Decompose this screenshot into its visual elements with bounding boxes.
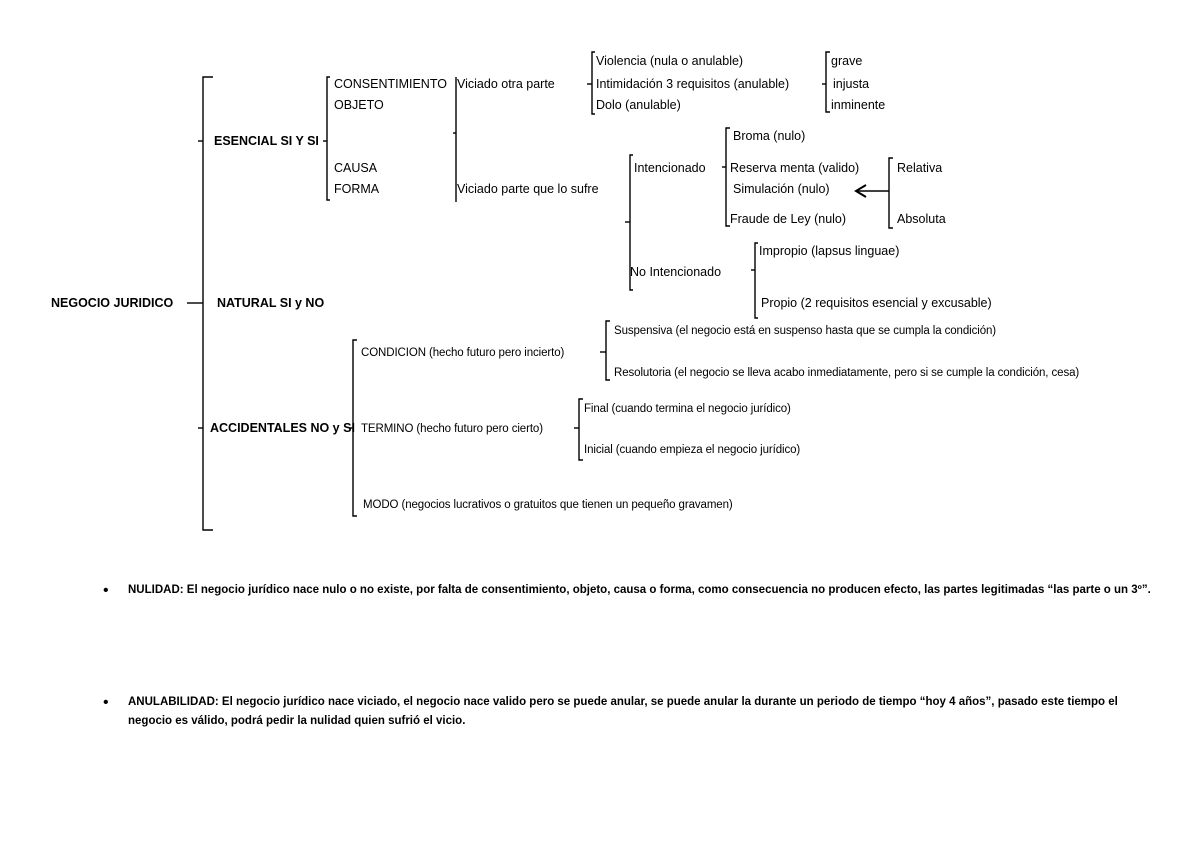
intencionado-fraude: Fraude de Ley (nulo) <box>730 212 847 226</box>
no-intencionado-bracket <box>755 243 758 318</box>
vicio-dolo: Dolo (anulable) <box>596 98 681 112</box>
accidentales-label: ACCIDENTALES NO y SI <box>210 421 355 435</box>
modo-label: MODO (negocios lucrativos o gratuitos que tienen un pequeño gravamen) <box>363 499 733 511</box>
termino-bracket <box>579 399 583 460</box>
requisitos-bracket <box>826 52 830 112</box>
no-intencionado-label: No Intencionado <box>630 265 722 279</box>
no-intencionado-propio: Propio (2 requisitos esencial y excusable) <box>761 296 992 310</box>
root-label: NEGOCIO JURIDICO <box>51 296 174 310</box>
note-nulidad: NULIDAD: El negocio jurídico nace nulo o no existe, por falta de consentimiento, objeto, causa o forma, como consecuencia no producen efecto, las partes legitimadas “las parte o un 3º”. <box>128 584 1151 596</box>
esencial-item-causa: CAUSA <box>334 161 378 175</box>
natural-label: NATURAL SI y NO <box>217 296 325 310</box>
simulacion-absoluta: Absoluta <box>897 212 946 226</box>
esencial-label: ESENCIAL SI Y SI <box>214 134 319 148</box>
condicion-resolutoria: Resolutoria (el negocio se lleva acabo inmediatamente, pero si se cumple la condición, cesa) <box>614 367 1080 379</box>
note-bullet: • <box>103 694 109 711</box>
termino-label: TERMINO (hecho futuro pero cierto) <box>361 423 543 435</box>
vicio-intimidacion: Intimidación 3 requisitos (anulable) <box>596 77 790 91</box>
condicion-suspensiva: Suspensiva (el negocio está en suspenso hasta que se cumpla la condición) <box>614 325 997 337</box>
simulacion-bracket <box>889 158 893 228</box>
esencial-bracket <box>327 77 330 200</box>
requisito-grave: grave <box>831 54 863 68</box>
intencionado-label: Intencionado <box>634 161 706 175</box>
intencionado-broma: Broma (nulo) <box>733 129 806 143</box>
intencionado-simulacion: Simulación (nulo) <box>733 182 830 196</box>
viciado-parte-sufre: Viciado parte que lo sufre <box>457 182 599 196</box>
note-bullet: • <box>103 582 109 599</box>
esencial-item-forma: FORMA <box>334 182 380 196</box>
condicion-label: CONDICION (hecho futuro pero incierto) <box>361 347 565 359</box>
note-anulabilidad: ANULABILIDAD: El negocio jurídico nace viciado, el negocio nace valido pero se puede anular, se puede anular la durante un periodo de tiempo “hoy 4 años”, pasado este tiempo el negocio es válido, podrá pedir la nulidad quien sufrió el vicio. <box>128 696 1118 727</box>
no-intencionado-impropio: Impropio (lapsus linguae) <box>759 244 900 258</box>
condicion-bracket <box>606 321 610 380</box>
requisito-injusta: injusta <box>833 77 870 91</box>
termino-final: Final (cuando termina el negocio jurídico) <box>584 403 791 415</box>
esencial-item-objeto: OBJETO <box>334 98 384 112</box>
vicio-violencia: Violencia (nula o anulable) <box>596 54 744 68</box>
intencionado-reserva: Reserva menta (valido) <box>730 161 860 175</box>
simulacion-relativa: Relativa <box>897 161 943 175</box>
esencial-item-consentimiento: CONSENTIMIENTO <box>334 77 447 91</box>
viciado-otra-parte: Viciado otra parte <box>457 77 555 91</box>
termino-inicial: Inicial (cuando empieza el negocio jurídico) <box>584 444 801 456</box>
vicios-bracket <box>592 52 595 114</box>
requisito-inminente: inminente <box>831 98 886 112</box>
main-bracket <box>203 77 213 530</box>
